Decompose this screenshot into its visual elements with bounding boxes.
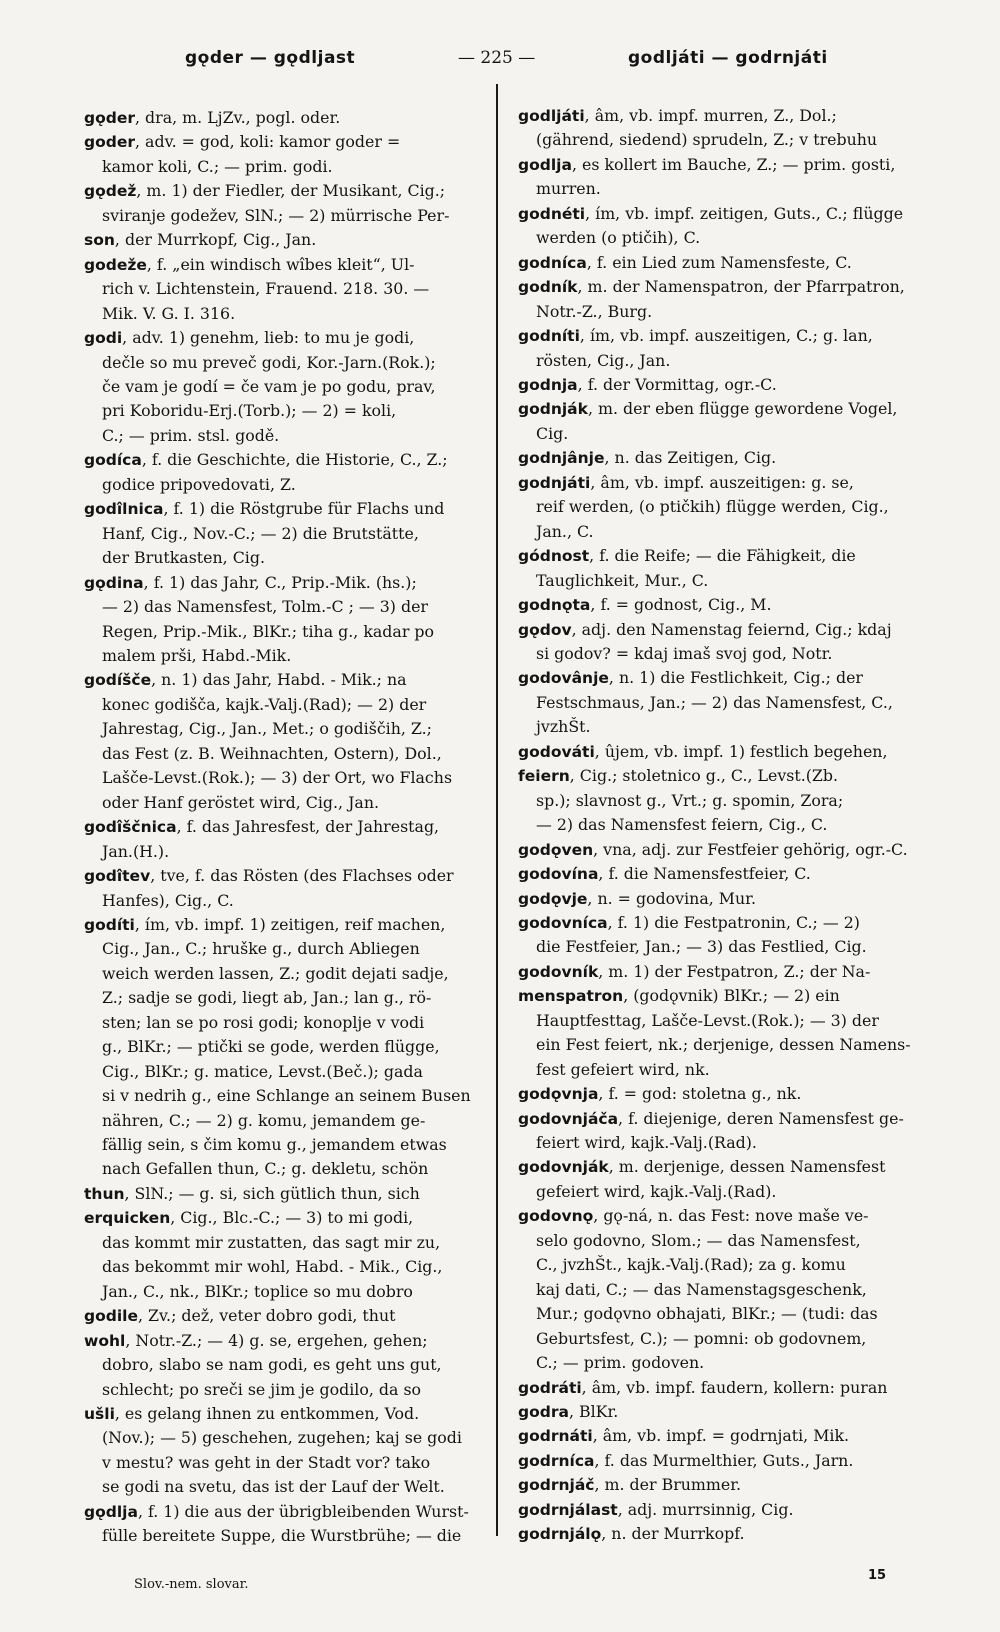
- left-column: [84, 106, 478, 1546]
- right-column-text-line: godrnáti, âm, vb. impf. = godrnjati, Mik.: [518, 1426, 850, 1446]
- right-column-text-line: godovnják, m. derjenige, dessen Namensfest: [518, 1157, 886, 1177]
- right-column-text-line: Notr.-Z., Burg.: [536, 301, 653, 321]
- left-column-text-line: Jahrestag, Cig., Jan., Met.; o godiščih, Z.;: [102, 719, 432, 739]
- left-column-text-line: če vam je godí = če vam je po godu, prav,: [102, 376, 436, 396]
- left-column-text-line: rich v. Lichtenstein, Frauend. 218. 30. —: [102, 279, 430, 299]
- right-column-text-line: godlja, es kollert im Bauche, Z.; — prim. gosti,: [518, 154, 896, 174]
- headword: godrnáti: [518, 1427, 593, 1446]
- headword: godník: [518, 278, 578, 297]
- right-column-text-line: godník, m. der Namenspatron, der Pfarrpatron,: [518, 277, 905, 297]
- right-column-text-line: feiern, Cig.; stoletnico g., C., Levst.(Zb.: [518, 766, 839, 786]
- headword: gǫdov: [518, 620, 572, 639]
- right-column-text-line: godníca, f. ein Lied zum Namensfeste, C.: [518, 252, 852, 272]
- left-column-text-line: sviranje godežev, SlN.; — 2) mürrische Per-: [102, 205, 450, 225]
- left-column-text-line: der Brutkasten, Cig.: [102, 548, 265, 568]
- left-column-text-line: Lašče-Levst.(Rok.); — 3) der Ort, wo Flachs: [102, 768, 453, 788]
- right-column-text-line: fest gefeiert wird, nk.: [536, 1059, 710, 1079]
- headword: ušli: [84, 1405, 115, 1424]
- right-column-text-line: godrnjáč, m. der Brummer.: [518, 1475, 742, 1495]
- headword: godîščnica: [84, 818, 177, 837]
- column-divider: [496, 84, 498, 1536]
- right-column-text-line: jvzhŠt.: [536, 717, 591, 737]
- left-column-text-line: Hanfes), Cig., C.: [102, 890, 234, 910]
- left-column-text-line: — 2) das Namensfest, Tolm.-C ; — 3) der: [102, 597, 428, 617]
- headword: godi: [84, 329, 123, 348]
- right-column-text-line: godnéti, ím, vb. impf. zeitigen, Guts., C.; flügge: [518, 203, 904, 223]
- left-column-text-line: godeže, f. „ein windisch wîbes kleit“, Ul-: [84, 254, 415, 274]
- right-column-text-line: godráti, âm, vb. impf. faudern, kollern: puran: [518, 1377, 888, 1397]
- headword: godráti: [518, 1378, 582, 1397]
- headword: godnja: [518, 375, 578, 394]
- left-column-text-line: g., BlKr.; — ptički se gode, werden flügge,: [102, 1037, 440, 1057]
- right-column-text-line: werden (o ptičih), C.: [536, 228, 701, 248]
- right-column-text-line: godníti, ím, vb. impf. auszeitigen, C.; g. lan,: [518, 326, 873, 346]
- left-column-text-line: Jan.(H.).: [102, 841, 170, 861]
- right-column-text-line: Hauptfesttag, Lašče-Levst.(Rok.); — 3) der: [536, 1010, 879, 1030]
- headword: godíca: [84, 451, 142, 470]
- headword: godovníca: [518, 913, 608, 932]
- right-column-text-line: godovnjáča, f. diejenige, deren Namensfest ge-: [518, 1108, 904, 1128]
- right-column-text-line: die Festfeier, Jan.; — 3) das Festlied, Cig.: [536, 937, 867, 957]
- left-column-text-line: konec godišča, kajk.-Valj.(Rad); — 2) der: [102, 694, 427, 714]
- headword: godrnjálast: [518, 1500, 618, 1519]
- headword: godovnják: [518, 1158, 609, 1177]
- headword: thun: [84, 1184, 125, 1203]
- headword: gǫdina: [84, 573, 144, 592]
- right-column-text-line: gefeiert wird, kajk.-Valj.(Rad).: [536, 1181, 777, 1201]
- left-column-text-line: weich werden lassen, Z.; godit dejati sadje,: [102, 963, 449, 983]
- left-column-text-line: Mik. V. G. I. 316.: [102, 303, 236, 323]
- right-column-text-line: godováti, ûjem, vb. impf. 1) festlich begehen,: [518, 741, 888, 761]
- sheet-number: 15: [868, 1568, 887, 1583]
- headword: gǫdlja: [84, 1502, 138, 1521]
- headword: godrníca: [518, 1451, 595, 1470]
- right-column-text-line: godovânje, n. 1) die Festlichkeit, Cig.; der: [518, 668, 863, 688]
- headword: godrnjáč: [518, 1476, 595, 1495]
- header-right-guideword: godljáti — godrnjáti: [628, 48, 828, 68]
- right-column-text-line: feiert wird, kajk.-Valj.(Rad).: [536, 1133, 757, 1153]
- headword: godnjânje: [518, 449, 605, 468]
- right-column-text-line: godnják, m. der eben flügge gewordene Vogel,: [518, 399, 898, 419]
- left-column-text-line: erquicken, Cig., Blc.-C.; — 3) to mi godi,: [84, 1208, 414, 1228]
- right-column-text-line: godrnjálǫ, n. der Murrkopf.: [518, 1524, 745, 1544]
- left-column-text-line: Hanf, Cig., Nov.-C.; — 2) die Brutstätte,: [102, 523, 419, 543]
- left-column-text-line: fällig sein, s čim komu g., jemandem etwas: [102, 1135, 447, 1155]
- headword: erquicken: [84, 1209, 171, 1228]
- headword: godîtev: [84, 867, 151, 886]
- right-column-text-line: selo godovno, Slom.; — das Namensfest,: [536, 1230, 861, 1250]
- left-column-text-line: Jan., C., nk., BlKr.; toplice so mu dobro: [102, 1281, 413, 1301]
- right-column-text-line: C.; — prim. godoven.: [536, 1353, 705, 1373]
- left-column-text-line: godíšče, n. 1) das Jahr, Habd. - Mik.; na: [84, 670, 407, 690]
- left-column-text-line: Cig., BlKr.; g. matice, Levst.(Beč.); gada: [102, 1061, 423, 1081]
- headword: godrnjálǫ: [518, 1525, 602, 1544]
- headword: godîlnica: [84, 500, 164, 519]
- headword: godovnjáča: [518, 1109, 619, 1128]
- right-column-text-line: Geburtsfest, C.); — pomni: ob godovnem,: [536, 1328, 867, 1348]
- left-column-text-line: dečle so mu preveč godi, Kor.-Jarn.(Rok.);: [102, 352, 436, 372]
- left-column-text-line: goder, adv. = god, koli: kamor goder =: [84, 132, 401, 152]
- right-column-text-line: — 2) das Namensfest feiern, Cig., C.: [536, 815, 828, 835]
- headword: godovnǫ: [518, 1207, 594, 1226]
- left-column-text-line: thun, SlN.; — g. si, sich gütlich thun, sich: [84, 1183, 420, 1203]
- right-column-text-line: Tauglichkeit, Mur., C.: [536, 570, 709, 590]
- right-column-text-line: godra, BlKr.: [518, 1402, 619, 1422]
- headword: godra: [518, 1403, 569, 1422]
- left-column-text-line: godîlnica, f. 1) die Röstgrube für Flachs und: [84, 499, 445, 519]
- right-column-text-line: menspatron, (godǫvnik) BlKr.; — 2) ein: [518, 986, 840, 1006]
- left-column-text-line: Z.; sadje se godi, liegt ab, Jan.; lan g., rö-: [102, 988, 432, 1008]
- left-column-text-line: godice pripovedovati, Z.: [102, 474, 296, 494]
- right-column-text-line: kaj dati, C.; — das Namenstagsgeschenk,: [536, 1279, 867, 1299]
- left-column-text-line: fülle bereitete Suppe, die Wurstbrühe; — die: [102, 1526, 462, 1546]
- left-column-text-line: das Fest (z. B. Weihnachten, Ostern), Dol.,: [102, 743, 442, 763]
- right-column-text-line: gǫdov, adj. den Namenstag feiernd, Cig.; kdaj: [518, 619, 892, 639]
- headword: godovína: [518, 865, 599, 884]
- right-column-text-line: C., jvzhŠt., kajk.-Valj.(Rad); za g. komu: [536, 1255, 846, 1275]
- headword: gǫder: [84, 109, 135, 127]
- left-column-text-line: sten; lan se po rosi godi; konoplje v vodi: [102, 1012, 425, 1032]
- left-column-text-line: godîščnica, f. das Jahresfest, der Jahrestag,: [84, 817, 440, 837]
- headword: godǫvnja: [518, 1085, 599, 1104]
- headword: son: [84, 231, 115, 250]
- left-column-text-line: dobro, slabo se nam godi, es geht uns gut,: [102, 1355, 442, 1375]
- right-column-text-line: ein Fest feiert, nk.; derjenige, dessen Namens-: [536, 1035, 911, 1055]
- headword: godnják: [518, 400, 588, 419]
- right-column-text-line: Cig.: [536, 423, 569, 443]
- headword: feiern: [518, 767, 570, 786]
- page-number: — 225 —: [458, 48, 536, 68]
- left-column-text-line: se godi na svetu, das ist der Lauf der Welt.: [102, 1477, 445, 1497]
- headword: godile: [84, 1307, 138, 1326]
- left-column-text-line: Cig., Jan., C.; hruške g., durch Abliegen: [102, 939, 420, 959]
- left-column-text-line: Regen, Prip.-Mik., BlKr.; tiha g., kadar po: [102, 621, 435, 641]
- right-column-text-line: si godov? = kdaj imaš svoj god, Notr.: [536, 643, 833, 663]
- left-column-text-line: nähren, C.; — 2) g. komu, jemandem ge-: [102, 1110, 426, 1130]
- right-column-text-line: godnjânje, n. das Zeitigen, Cig.: [518, 448, 777, 468]
- right-column-text-line: godǫvnja, f. = god: stoletna g., nk.: [518, 1084, 802, 1104]
- right-column: [518, 104, 922, 1544]
- headword: godníti: [518, 327, 580, 346]
- right-column-text-line: godǫven, vna, adj. zur Festfeier gehörig, ogr.-C.: [518, 839, 908, 859]
- right-column-text-line: godnjáti, âm, vb. impf. auszeitigen: g. se,: [518, 472, 854, 492]
- left-column-text-line: (Nov.); — 5) geschehen, zugehen; kaj se godi: [102, 1428, 462, 1448]
- headword: godnǫta: [518, 596, 591, 615]
- headword: godǫvje: [518, 889, 588, 908]
- left-column-text-line: schlecht; po sreči se jim je godilo, da so: [102, 1379, 422, 1399]
- headword: godíšče: [84, 671, 152, 690]
- right-column-text-line: (gährend, siedend) sprudeln, Z.; v trebuhu: [536, 130, 878, 150]
- right-column-text-line: murren.: [536, 179, 601, 199]
- left-column-text-line: oder Hanf geröstet wird, Cig., Jan.: [102, 792, 380, 812]
- right-column-text-line: godnǫta, f. = godnost, Cig., M.: [518, 595, 772, 615]
- headword: gǫdež: [84, 182, 137, 201]
- left-column-text-line: ušli, es gelang ihnen zu entkommen, Vod.: [84, 1404, 420, 1424]
- headword: godljáti: [518, 107, 585, 125]
- header-left-guideword: gǫder — gǫdljast: [185, 48, 356, 68]
- left-column-text-line: gǫder, dra, m. LjZv., pogl. oder.: [84, 108, 341, 127]
- headword: godíti: [84, 915, 135, 934]
- headword: godovânje: [518, 669, 609, 688]
- left-column-text-line: C.; — prim. stsl. godě.: [102, 425, 280, 445]
- left-column-text-line: wohl, Notr.-Z.; — 4) g. se, ergehen, gehen;: [84, 1330, 428, 1350]
- headword: godeže: [84, 255, 147, 274]
- right-column-text-line: Jan., C.: [536, 521, 594, 541]
- left-column-text-line: godi, adv. 1) genehm, lieb: to mu je godi,: [84, 328, 415, 348]
- headword: goder: [84, 133, 135, 152]
- right-column-text-line: godovník, m. 1) der Festpatron, Z.; der Na-: [518, 961, 871, 981]
- left-column-text-line: son, der Murrkopf, Cig., Jan.: [84, 230, 317, 250]
- right-column-text-line: godnja, f. der Vormittag, ogr.-C.: [518, 374, 777, 394]
- headword: wohl: [84, 1331, 126, 1350]
- left-column-text-line: godile, Zv.; dež, veter dobro godi, thut: [84, 1306, 396, 1326]
- right-column-text-line: godovnǫ, gǫ-ná, n. das Fest: nove maše ve-: [518, 1206, 869, 1226]
- left-column-text-line: godîtev, tve, f. das Rösten (des Flachses oder: [84, 866, 454, 886]
- headword: godlja: [518, 155, 572, 174]
- right-column-text-line: godljáti, âm, vb. impf. murren, Z., Dol.;: [518, 106, 837, 125]
- right-column-text-line: godrníca, f. das Murmelthier, Guts., Jarn.: [518, 1450, 854, 1470]
- right-column-text-line: Mur.; godǫvno obhajati, BlKr.; — (tudi: das: [536, 1304, 878, 1324]
- right-column-text-line: godrnjálast, adj. murrsinnig, Cig.: [518, 1499, 794, 1519]
- right-column-text-line: reif werden, (o ptičkih) flügge werden, Cig.,: [536, 497, 889, 517]
- headword: godnjáti: [518, 473, 591, 492]
- running-header: [0, 44, 1000, 80]
- left-column-text-line: malem prši, Habd.-Mik.: [102, 645, 292, 665]
- left-column-text-line: gǫdina, f. 1) das Jahr, C., Prip.-Mik. (hs.);: [84, 572, 417, 592]
- left-column-text-line: das bekommt mir wohl, Habd. - Mik., Cig.,: [102, 1257, 443, 1277]
- headword: menspatron: [518, 987, 624, 1006]
- right-column-text-line: gódnost, f. die Reife; — die Fähigkeit, die: [518, 546, 856, 566]
- headword: godnéti: [518, 204, 586, 223]
- headword: gódnost: [518, 547, 590, 566]
- right-column-text-line: godǫvje, n. = godovina, Mur.: [518, 888, 756, 908]
- right-column-text-line: Festschmaus, Jan.; — 2) das Namensfest, C.,: [536, 692, 893, 712]
- headword: godníca: [518, 253, 587, 272]
- left-column-text-line: das kommt mir zustatten, das sagt mir zu,: [102, 1232, 441, 1252]
- left-column-text-line: v mestu? was geht in der Stadt vor? tako: [102, 1452, 431, 1472]
- right-column-text-line: rösten, Cig., Jan.: [536, 350, 671, 370]
- left-column-text-line: godíti, ím, vb. impf. 1) zeitigen, reif machen,: [84, 914, 446, 934]
- right-column-text-line: sp.); slavnost g., Vrt.; g. spomin, Zora;: [536, 790, 844, 810]
- left-column-text-line: gǫdež, m. 1) der Fiedler, der Musikant, Cig.;: [84, 181, 446, 201]
- right-column-text-line: godovníca, f. 1) die Festpatronin, C.; — 2): [518, 912, 860, 932]
- left-column-text-line: godíca, f. die Geschichte, die Historie, C., Z.;: [84, 450, 448, 470]
- left-column-text-line: kamor koli, C.; — prim. godi.: [102, 156, 333, 176]
- headword: godǫven: [518, 840, 594, 859]
- signature-mark: Slov.-nem. slovar.: [134, 1577, 249, 1592]
- headword: godovník: [518, 962, 599, 981]
- left-column-text-line: gǫdlja, f. 1) die aus der übrigbleibenden Wurst-: [84, 1501, 469, 1521]
- right-column-text-line: godovína, f. die Namensfestfeier, C.: [518, 864, 811, 884]
- left-column-text-line: nach Gefallen thun, C.; g. dekletu, schön: [102, 1159, 429, 1179]
- left-column-text-line: si v nedrih g., eine Schlange an seinem Busen: [102, 1086, 471, 1106]
- headword: godováti: [518, 742, 595, 761]
- left-column-text-line: pri Koboridu-Erj.(Torb.); — 2) = koli,: [102, 401, 397, 421]
